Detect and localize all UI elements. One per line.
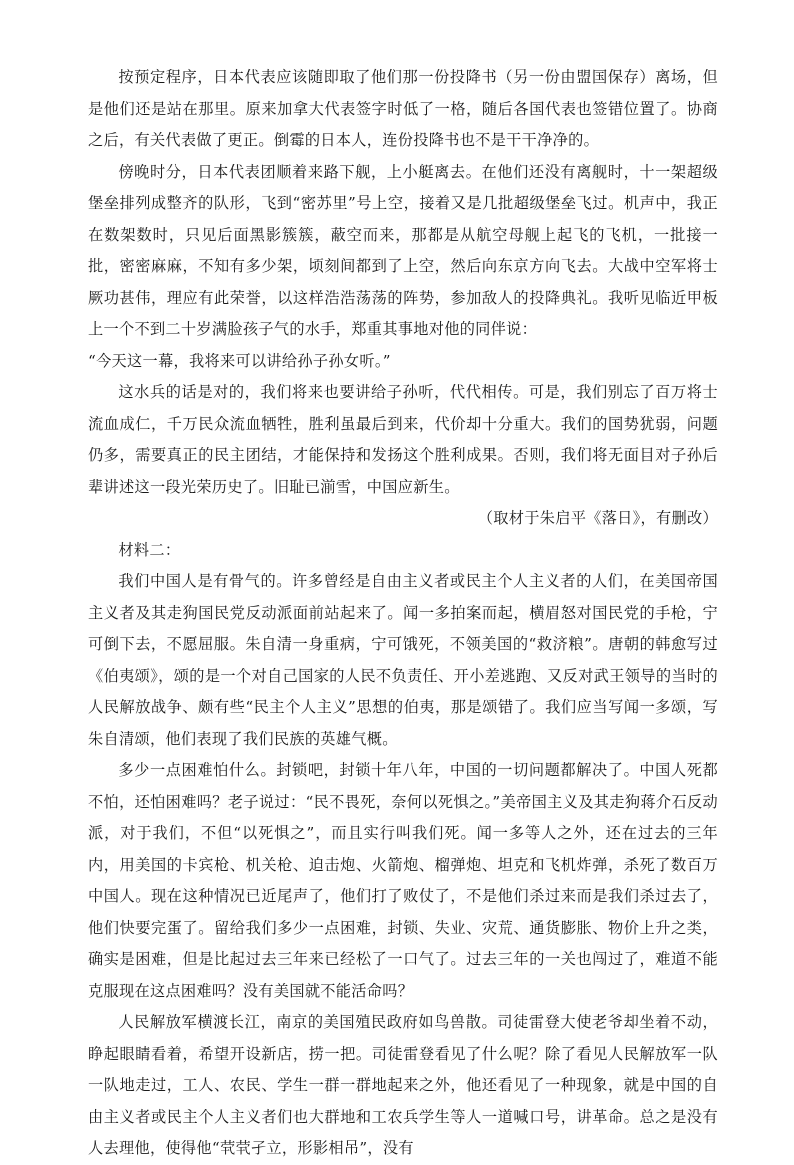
paragraph-yangtze-crossing: 人民解放军横渡长江，南京的美国殖民政府如鸟兽散。司徒雷登大使老爷却坐着不动，睁起眼睛看着，希望开设新店，捞一把。司徒雷登看见了什么呢？除了看见人民解放军一队一队地走过，工人、农民、学生一群一群地起来之外，他还看见了一种现象，就是中国的自由主义者或民主个人主义者们也大群地和工农兵学生等人一道喊口号，讲革命。总之是没有人去理他，使得他“茕茕孑立，形影相吊”，没有	[88, 1013, 718, 1157]
paragraph-sailor-quote: “今天这一幕，我将来可以讲给孙子孙女听。”	[88, 351, 391, 370]
source-citation: （取材于朱启平《落日》，有删改）	[477, 509, 718, 527]
material-two-label: 材料二：	[118, 540, 181, 559]
document-page	[88, 62, 718, 1165]
paragraph-surrender-document: 按预定程序，日本代表应该随即取了他们那一份投降书（另一份由盟国保存）离场，但是他们还是站在那里。原来加拿大代表签字时低了一格，随后各国代表也签错位置了。协商之后，有关代表做了更正。倒霉的日本人，连份投降书也不是干干净净的。	[88, 68, 718, 149]
paragraph-backbone: 我们中国人是有骨气的。许多曾经是自由主义者或民主个人主义者的人们，在美国帝国主义者及其走狗国民党反动派面前站起来了。闻一多拍案而起，横眉怒对国民党的手枪，宁可倒下去，不愿屈服。朱自清一身重病，宁可饿死，不领美国的“救济粮”。唐朝的韩愈写过《伯夷颂》，颂的是一个对自己国家的人民不负责任、开小差逃跑、又反对武王领导的当时的人民解放战争、颇有些“民主个人主义”思想的伯夷，那是颂错了。我们应当写闻一多颂，写朱自清颂，他们表现了我们民族的英雄气概。	[88, 572, 718, 748]
paragraph-sailor-words: 这水兵的话是对的，我们将来也要讲给子孙听，代代相传。可是，我们别忘了百万将士流血成仁，千万民众流血牺牲，胜利虽最后到来，代价却十分重大。我们的国势犹弱，问题仍多，需要真正的民主团结，才能保持和发扬这个胜利成果。否则，我们将无面目对子孙后辈讲述这一段光荣历史了。旧耻已湔雪，中国应新生。	[88, 383, 718, 496]
paragraph-difficulties: 多少一点困难怕什么。封锁吧，封锁十年八年，中国的一切问题都解决了。中国人死都不怕，还怕困难吗？老子说过：“民不畏死，奈何以死惧之。”美帝国主义及其走狗蒋介石反动派，对于我们，不但“以死惧之”，而且实行叫我们死。闻一多等人之外，还在过去的三年内，用美国的卡宾枪、机关枪、迫击炮、火箭炮、榴弹炮、坦克和飞机炸弹，杀死了数百万中国人。现在这种情况已近尾声了，他们打了败仗了，不是他们杀过来而是我们杀过去了，他们快要完蛋了。留给我们多少一点困难，封锁、失业、灾荒、通货膨胀、物价上升之类，确实是困难，但是比起过去三年来已经松了一口气了。过去三年的一关也闯过了，难道不能克服现在这点困难吗？没有美国就不能活命吗？	[88, 761, 718, 1000]
paragraph-evening-flyover: 傍晚时分，日本代表团顺着来路下舰，上小艇离去。在他们还没有离舰时，十一架超级堡垒排列成整齐的队形，飞到“密苏里”号上空，接着又是几批超级堡垒飞过。机声中，我正在数架数时，只见后面黑影簇簇，蔽空而来，那都是从航空母舰上起飞的飞机，一批接一批，密密麻麻，不知有多少架，顷刻间都到了上空，然后向东京方向飞去。大战中空军将士厥功甚伟，理应有此荣誉，以这样浩浩荡荡的阵势，参加敌人的投降典礼。我听见临近甲板上一个不到二十岁满脸孩子气的水手，郑重其事地对他的同伴说：	[88, 162, 718, 338]
